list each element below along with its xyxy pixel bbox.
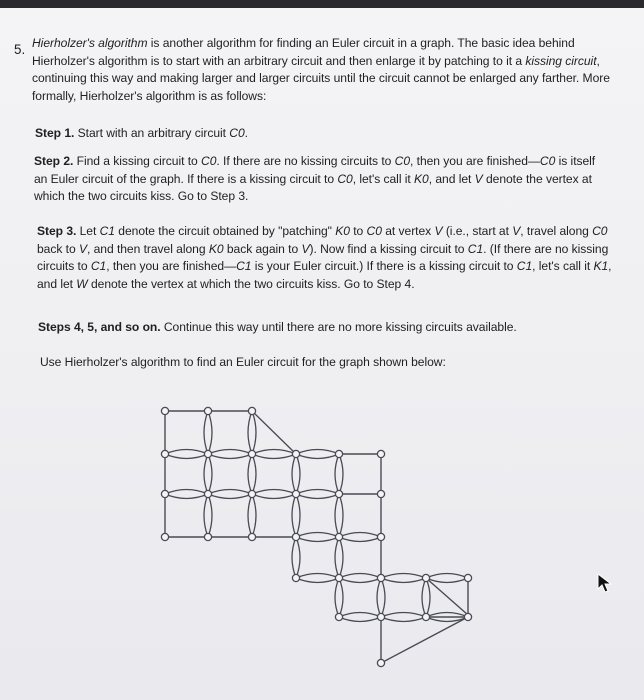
math: W [76,276,88,291]
graph-vertex [204,490,211,497]
step-3-text: , let's call it [532,259,594,274]
graph-edge [252,454,296,459]
graph-edge [296,454,339,459]
graph-vertex [377,613,384,620]
graph-vertex [335,490,342,497]
math: C0 [394,154,411,168]
step-3-text: . (If there are no kissing circuits to [37,241,609,274]
graph-edge [335,578,339,617]
step-4-text: Continue this way until there are no more kissing circuits available. [160,320,517,334]
graph-vertex [292,490,299,497]
graph-edge [208,454,252,459]
graph-vertex [377,574,384,581]
graph-vertex [204,450,211,457]
step-1-label: Step 1. [35,126,75,140]
math: C0 [201,154,217,168]
graph-vertex [248,450,255,457]
step-3-text: (i.e., start at [442,224,513,238]
graph-edge [204,454,208,494]
graph-vertex [161,407,168,414]
graph-vertex [422,574,429,581]
graph-edge [252,450,296,455]
graph-edge [339,617,381,622]
graph-edge [165,454,208,459]
graph-vertex [292,533,299,540]
graph-vertex [161,450,168,457]
graph-vertex [204,407,211,414]
graph-edge [296,454,300,494]
graph-edge [381,574,426,579]
graph-edge [422,578,426,617]
math: V [512,224,521,238]
graph-edge [208,450,252,455]
graph-edge [292,537,296,578]
graph-vertex [248,490,255,497]
graph-edge [381,617,468,663]
graph-edge [296,494,300,537]
graph-vertex [464,574,471,581]
graph-edge [296,537,300,578]
graph-vertices [161,407,471,666]
graph-edge [339,494,343,537]
graph-edge [208,454,212,494]
graph-edge [292,454,296,494]
step-3-text: , and then travel along [86,241,209,256]
graph-vertex [422,613,429,620]
math: K0 [208,241,224,256]
graph-vertex [377,659,384,666]
math: C1 [516,259,533,274]
step-2-text: , then you are finished— [410,154,540,168]
graph-vertex [161,533,168,540]
graph-edge [296,537,339,542]
graph-edge [339,613,381,618]
intro-text-1: is another algorithm for finding an Euler circuit in a graph. The basic idea behind Hierholzer's algorithm is to start with an arbitrary circuit and then enlarge it by patching to it a [32,36,575,68]
math: V [301,241,310,256]
math: V [474,171,483,186]
graph-vertex [335,450,342,457]
graph-vertex [161,490,168,497]
graph-edge [426,578,468,583]
mouse-pointer-icon [597,573,613,593]
graph-edge [296,574,339,579]
intro-text-2: , continuing this way and making larger and larger circuits until the circuit cannot be enlarged any farther. More formally, Hierholzer's algorithm is as follows: [32,53,610,103]
graph-edge [204,411,208,454]
graph-edge [252,411,256,454]
graph-edge [252,454,256,494]
step-3-text: ). Now find a kissing circuit to [309,241,468,256]
step-3-text: , and let [37,259,612,291]
graph-edge [335,494,339,537]
graph-vertex [248,407,255,414]
graph-edge [339,533,381,538]
math: C0 [366,224,382,238]
term-hierholzer: Hierholzer's algorithm [32,36,148,50]
step-2-text: denote the vertex at which the two circuits kiss. Go to Step 3. [34,171,592,204]
step-2-text: , and let [428,171,475,186]
graph-edge [252,494,256,537]
step-3-text: , then you are finished— [106,259,237,274]
graph-edge [426,574,468,579]
graph-vertex [292,450,299,457]
graph-edge [339,454,343,494]
graph-edge [208,494,212,537]
graph-edge [339,537,381,542]
graph-vertex [464,613,471,620]
graph-vertex [335,613,342,620]
math: K0 [335,224,350,238]
math: C0 [592,224,608,238]
math: K0 [414,171,429,186]
graph-vertex [204,533,211,540]
math: C1 [236,259,252,274]
graph-edge [292,494,296,537]
step-3-text: denote the vertex at which the two circuits kiss. Go to Step 4. [87,276,415,291]
graph-edge [381,613,426,618]
graph-edge [252,494,296,499]
math: C0 [539,154,556,168]
step-2-text: . If there are no kissing circuits to [216,154,395,168]
graph-vertex [292,574,299,581]
step-1-text: Start with an arbitrary circuit [74,126,230,140]
graph-vertex [335,533,342,540]
graph-edge [248,494,252,537]
graph-edge [296,578,339,583]
question-number: 5. [14,42,26,57]
graph-edge [381,617,426,622]
graph-edge [426,578,468,615]
math-c0: C0 [229,126,245,140]
graph-edge [339,574,381,579]
math: C1 [467,241,484,256]
step-3-text: , travel along [520,224,593,238]
graph-edge [381,578,385,617]
math: V [78,241,87,256]
graph-edge [204,494,208,537]
math: K1 [593,259,609,274]
graph-edge [296,450,339,455]
graph-edge [252,411,296,454]
step-3-text: at vertex [381,224,435,238]
graph-edge [339,578,381,583]
graph-vertex [248,533,255,540]
graph-edge [339,537,343,578]
step-3-text: back to [37,241,79,256]
graph-vertex [377,450,384,457]
math: V [434,224,443,238]
graph-edge [296,533,339,538]
step-2-text: , let's call it [352,171,415,186]
step-3-label: Step 3. [37,224,77,238]
graph-edge [381,578,426,583]
graph-edge [248,411,252,454]
step-3-text: to [349,224,367,238]
step-2-text: is itself an Euler circuit of the graph. If there is a kissing circuit to [34,154,596,186]
graph-edge [165,490,208,495]
math: C0 [337,171,353,186]
graph-edge [335,454,339,494]
graph-edge [165,450,208,455]
graph-edge [208,411,212,454]
graph-edge [426,578,430,617]
step-2-label: Step 2. [34,154,74,168]
step-4-label: Steps 4, 5, and so on. [38,320,161,334]
graph-vertex [377,533,384,540]
step-3-text: denote the circuit obtained by "patching" [114,224,336,238]
term-kissing-circuit: kissing circuit [525,53,597,68]
graph-edge [296,494,339,499]
graph-edge [296,490,339,495]
graph-edge [248,454,252,494]
graph-edge [208,494,252,499]
graph-edge [377,578,381,617]
instruction: Use Hierholzer's algorithm to find an Euler circuit for the graph shown below: [40,355,446,369]
math: C1 [90,259,107,274]
math: C1 [99,224,115,238]
graph-vertex [335,574,342,581]
graph-vertex [377,490,384,497]
step-3-text: back again to [223,241,302,256]
graph-edge [165,494,208,499]
step-2-text: Find a kissing circuit to [73,154,202,168]
graph-edge [208,490,252,495]
step-3-text: is your Euler circuit.) If there is a kissing circuit to [251,259,517,274]
step-3-text: Let [76,224,100,238]
graph-edge [252,490,296,495]
step-1-end: . [244,126,248,140]
graph-edge [335,537,339,578]
graph-edge [339,578,343,617]
